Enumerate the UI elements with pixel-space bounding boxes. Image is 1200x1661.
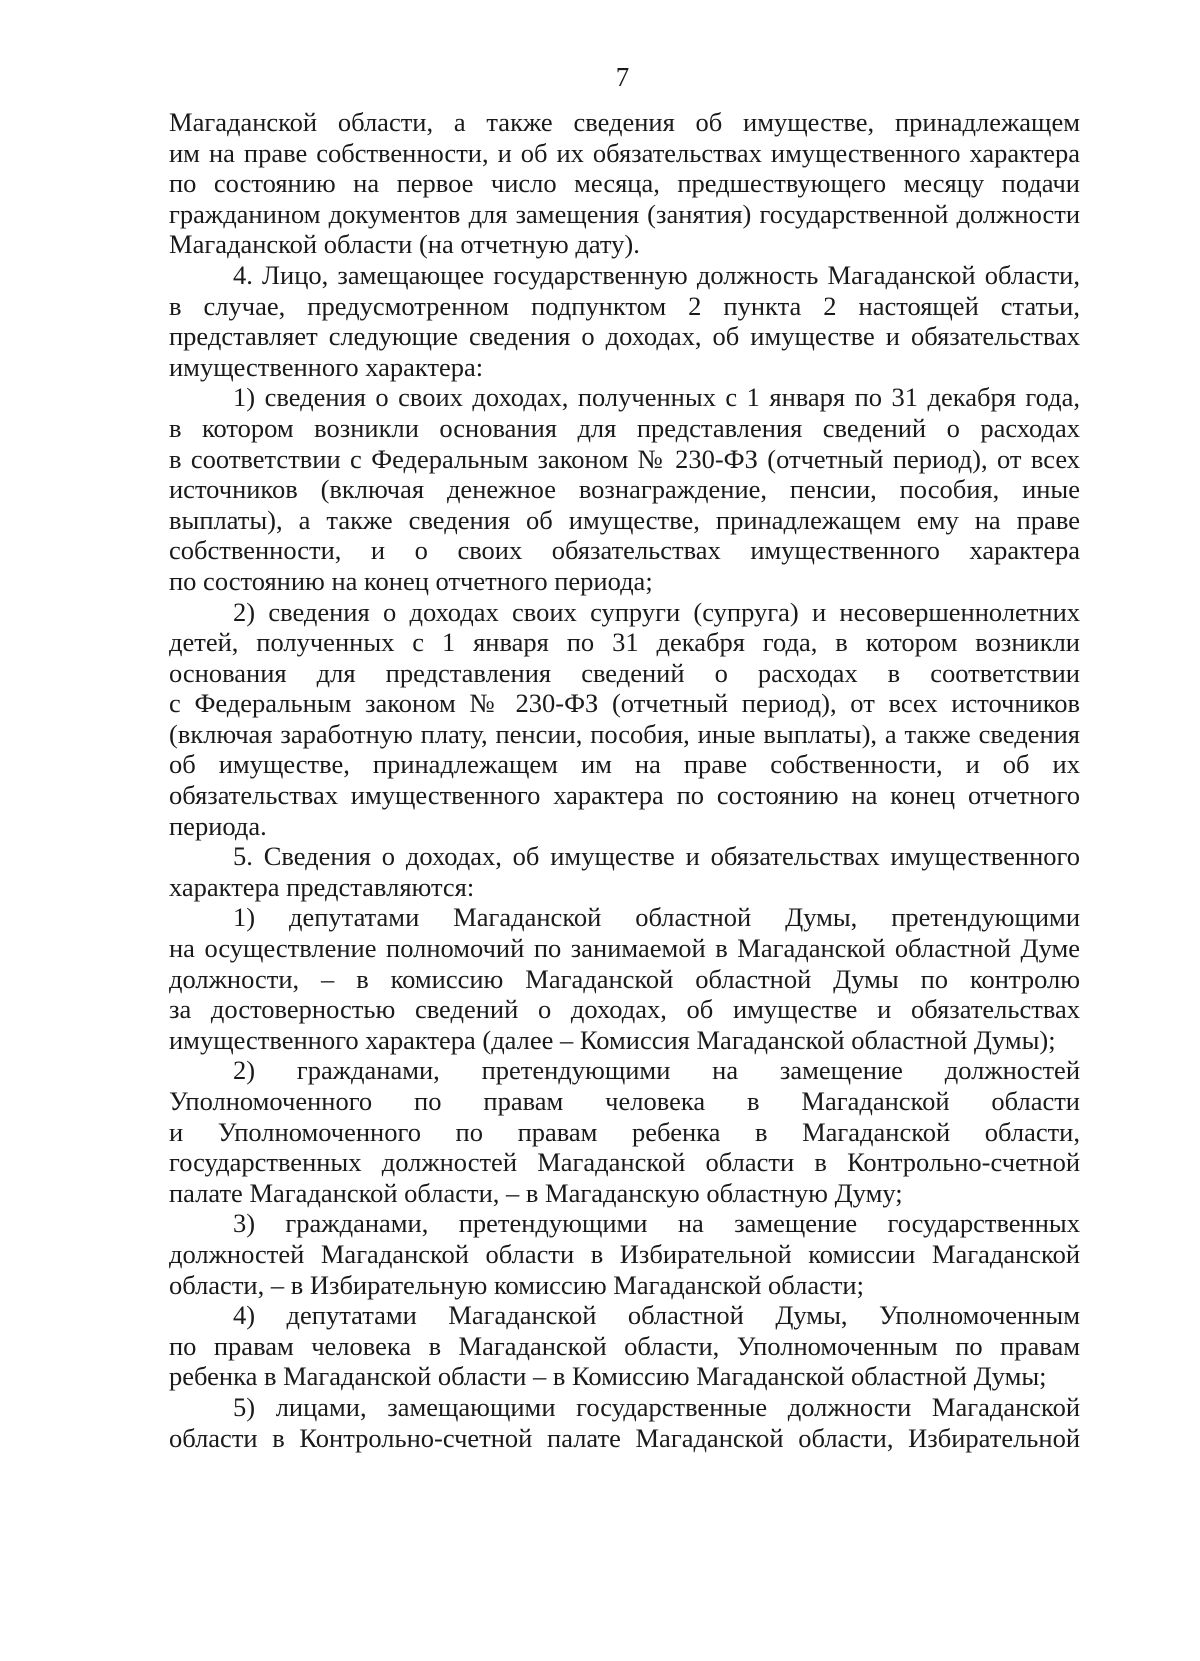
text-line: и Уполномоченного по правам ребенка в Магаданской области, xyxy=(169,1116,1080,1147)
text-line: детей, полученных с 1 января по 31 декабря года, в котором возникли xyxy=(169,627,1080,658)
text-line: за достоверностью сведений о доходах, об имуществе и обязательствах xyxy=(169,994,1080,1025)
text-line: представляет следующие сведения о доходах, об имуществе и обязательствах xyxy=(169,321,1080,352)
text-line: об имуществе, принадлежащем им на праве собственности, и об их xyxy=(169,749,1080,780)
text-line: в котором возникли основания для представления сведений о расходах xyxy=(169,412,1080,443)
text-line: области в Контрольно-счетной палате Магаданской области, Избирательной xyxy=(169,1422,1080,1453)
text-line: имущественного характера (далее – Комиссия Магаданской областной Думы); xyxy=(169,1024,1056,1055)
text-line: Магаданской области, а также сведения об имуществе, принадлежащем xyxy=(169,107,1080,137)
text-line: (включая заработную плату, пенсии, пособия, иные выплаты), а также сведения xyxy=(169,718,1080,749)
text-line: Магаданской области (на отчетную дату). xyxy=(169,229,640,260)
document-body xyxy=(169,107,1080,1453)
text-line: 4) депутатами Магаданской областной Думы, Уполномоченным xyxy=(233,1300,1080,1331)
text-line: Уполномоченного по правам человека в Магаданской области xyxy=(169,1086,1080,1116)
text-line: в случае, предусмотренном подпунктом 2 пункта 2 настоящей статьи, xyxy=(169,290,1080,321)
text-line: в соответствии с Федеральным законом № 230-ФЗ (отчетный период), от всех xyxy=(169,443,1080,474)
text-line: по состоянию на конец отчетного периода; xyxy=(169,565,653,596)
text-line: гражданином документов для замещения (занятия) государственной должности xyxy=(169,198,1080,229)
page-number: 7 xyxy=(615,62,630,92)
text-line: 1) сведения о своих доходах, полученных с 1 января по 31 декабря года, xyxy=(233,382,1080,413)
text-line: с Федеральным законом № 230-ФЗ (отчетный период), от всех источников xyxy=(169,688,1080,719)
text-line: 2) сведения о доходах своих супруги (супруга) и несовершеннолетних xyxy=(233,596,1080,627)
text-line: 5. Сведения о доходах, об имуществе и обязательствах имущественного xyxy=(233,841,1080,872)
text-line: 3) гражданами, претендующими на замещение государственных xyxy=(233,1208,1080,1239)
text-line: 1) депутатами Магаданской областной Думы, претендующими xyxy=(233,902,1080,933)
text-line: ребенка в Магаданской области – в Комиссию Магаданской областной Думы; xyxy=(169,1361,1047,1392)
text-line: собственности, и о своих обязательствах имущественного характера xyxy=(169,535,1080,566)
text-line: палате Магаданской области, – в Магаданскую областную Думу; xyxy=(169,1177,903,1208)
text-line: обязательствах имущественного характера по состоянию на конец отчетного xyxy=(169,780,1080,811)
text-line: по состоянию на первое число месяца, предшествующего месяцу подачи xyxy=(169,168,1080,199)
text-line: источников (включая денежное вознаграждение, пенсии, пособия, иные xyxy=(169,474,1080,505)
text-line: по правам человека в Магаданской области, Уполномоченным по правам xyxy=(169,1330,1080,1361)
text-line: выплаты), а также сведения об имуществе, принадлежащем ему на праве xyxy=(169,504,1080,535)
text-line: имущественного характера: xyxy=(169,351,484,382)
text-line: области, – в Избирательную комиссию Магаданской области; xyxy=(169,1269,864,1300)
text-line: должности, – в комиссию Магаданской областной Думы по контролю xyxy=(169,963,1080,994)
text-line: должностей Магаданской области в Избирательной комиссии Магаданской xyxy=(169,1238,1080,1269)
text-line: им на праве собственности, и об их обязательствах имущественного характера xyxy=(169,137,1080,168)
text-line: на осуществление полномочий по занимаемой в Магаданской областной Думе xyxy=(169,933,1080,964)
text-line: 4. Лицо, замещающее государственную должность Магаданской области, xyxy=(233,259,1080,290)
text-line: 5) лицами, замещающими государственные должности Магаданской xyxy=(233,1391,1080,1422)
text-line: государственных должностей Магаданской области в Контрольно-счетной xyxy=(169,1147,1080,1178)
text-line: характера представляются: xyxy=(169,871,475,902)
text-line: периода. xyxy=(169,810,267,841)
text-line: основания для представления сведений о расходах в соответствии xyxy=(169,657,1080,688)
text-line: 2) гражданами, претендующими на замещение должностей xyxy=(233,1055,1080,1086)
